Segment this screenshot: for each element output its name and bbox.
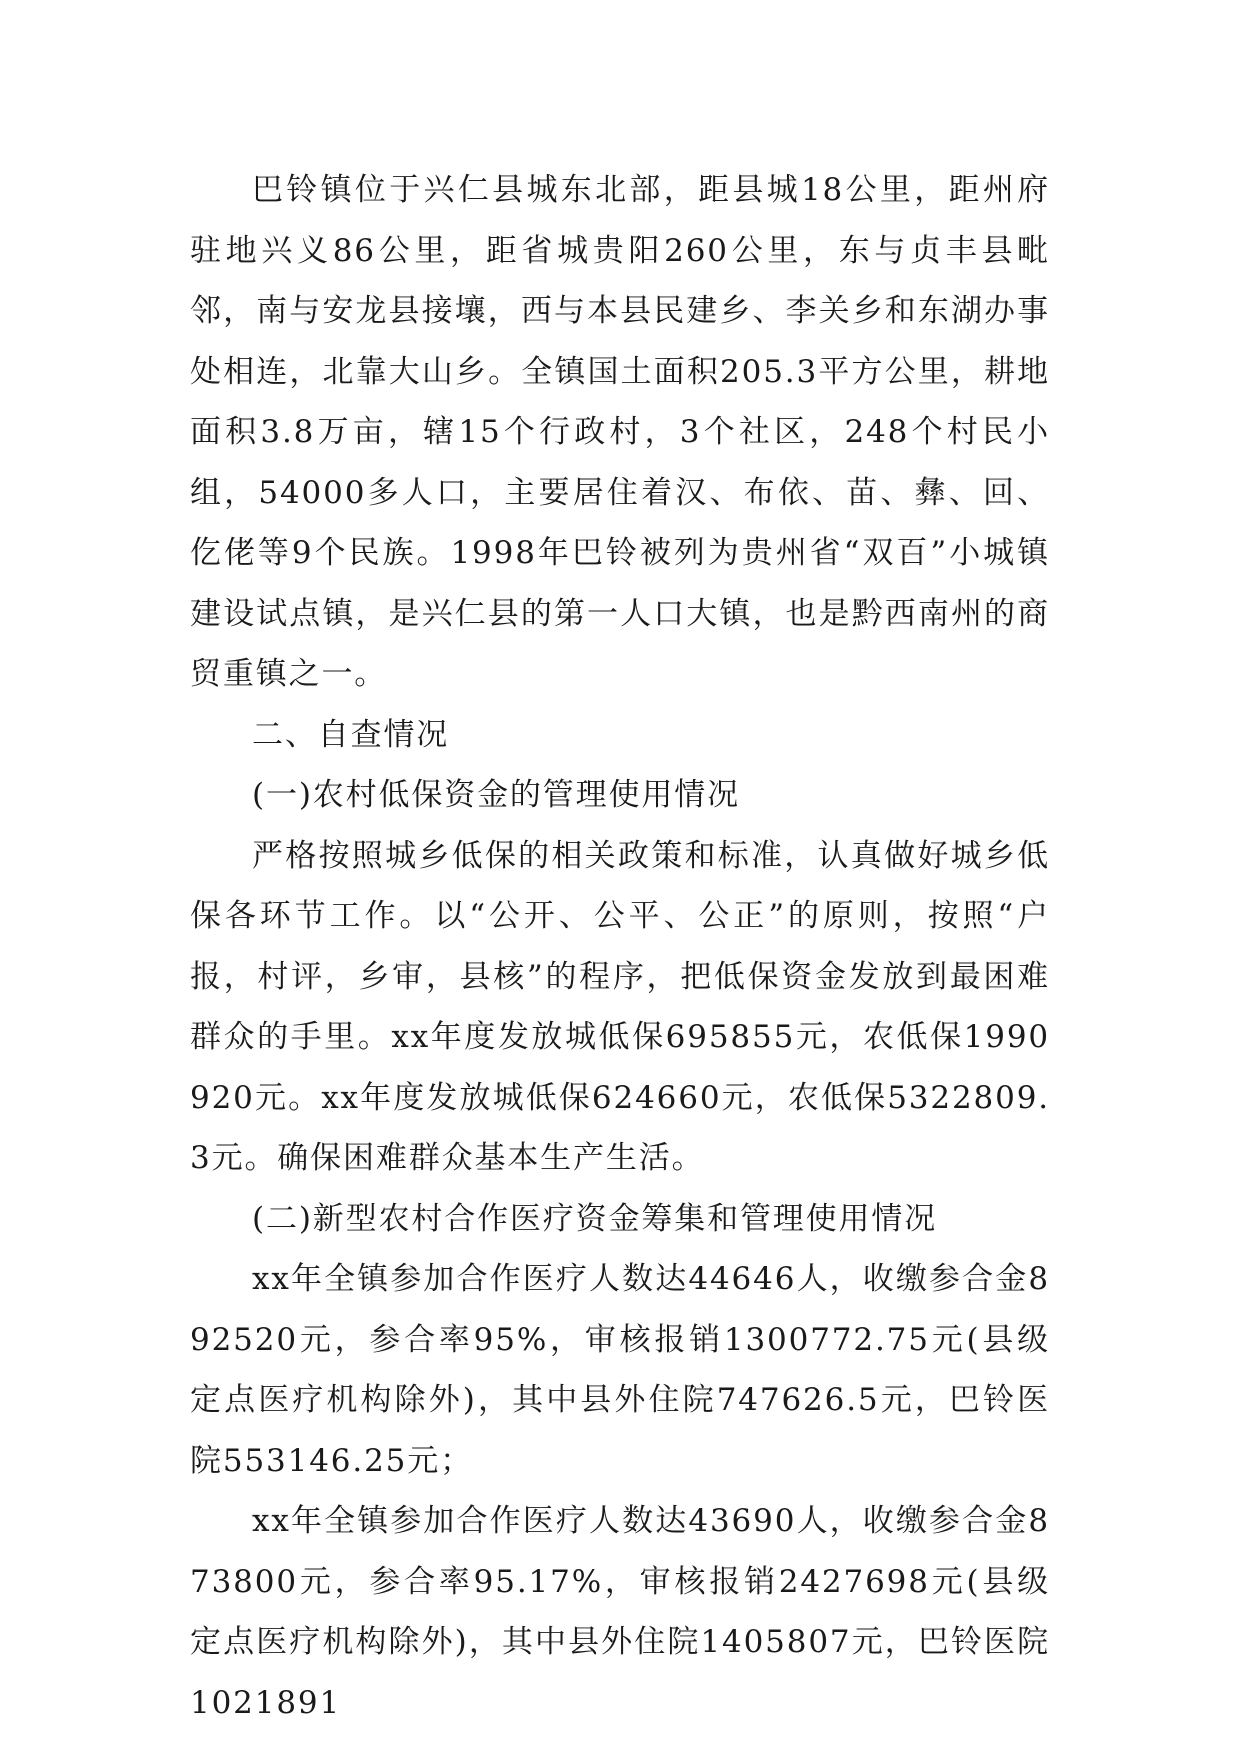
paragraph-subsistence-funds: 严格按照城乡低保的相关政策和标准，认真做好城乡低保各环节工作。以“公开、公平、公正”的原则，按照“户报，村评，乡审，县核”的程序，把低保资金发放到最困难群众的手里。xx年度发放城低保695855元，农低保1990920元。xx年度发放城低保624660元，农低保5322809.3元。确保困难群众基本生产生活。 bbox=[190, 837, 1050, 1176]
paragraph-medical-year-2: xx年全镇参加合作医疗人数达43690人，收缴参合金873800元，参合率95.17%，审核报销2427698元(县级定点医疗机构除外)，其中县外住院1405807元，巴铃医院1021891 bbox=[190, 1503, 1050, 1721]
subsection-heading-cooperative-medical: (二)新型农村合作医疗资金筹集和管理使用情况 bbox=[252, 1200, 938, 1237]
section-heading-self-check: 二、自查情况 bbox=[252, 716, 450, 753]
document-body bbox=[190, 160, 1050, 1733]
paragraph-medical-year-1: xx年全镇参加合作医疗人数达44646人，收缴参合金892520元，参合率95%，审核报销1300772.75元(县级定点医疗机构除外)，其中县外住院747626.5元，巴铃医院553146.25元； bbox=[190, 1261, 1050, 1479]
paragraph-town-overview: 巴铃镇位于兴仁县城东北部，距县城18公里，距州府驻地兴义86公里，距省城贵阳260公里，东与贞丰县毗邻，南与安龙县接壤，西与本县民建乡、李关乡和东湖办事处相连，北靠大山乡。全镇国土面积205.3平方公里，耕地面积3.8万亩，辖15个行政村，3个社区，248个村民小组，54000多人口，主要居住着汉、布依、苗、彝、回、仡佬等9个民族。1998年巴铃被列为贵州省“双百”小城镇建设试点镇，是兴仁县的第一人口大镇，也是黔西南州的商贸重镇之一。 bbox=[190, 172, 1050, 692]
subsection-heading-rural-subsistence: (一)农村低保资金的管理使用情况 bbox=[252, 777, 740, 813]
